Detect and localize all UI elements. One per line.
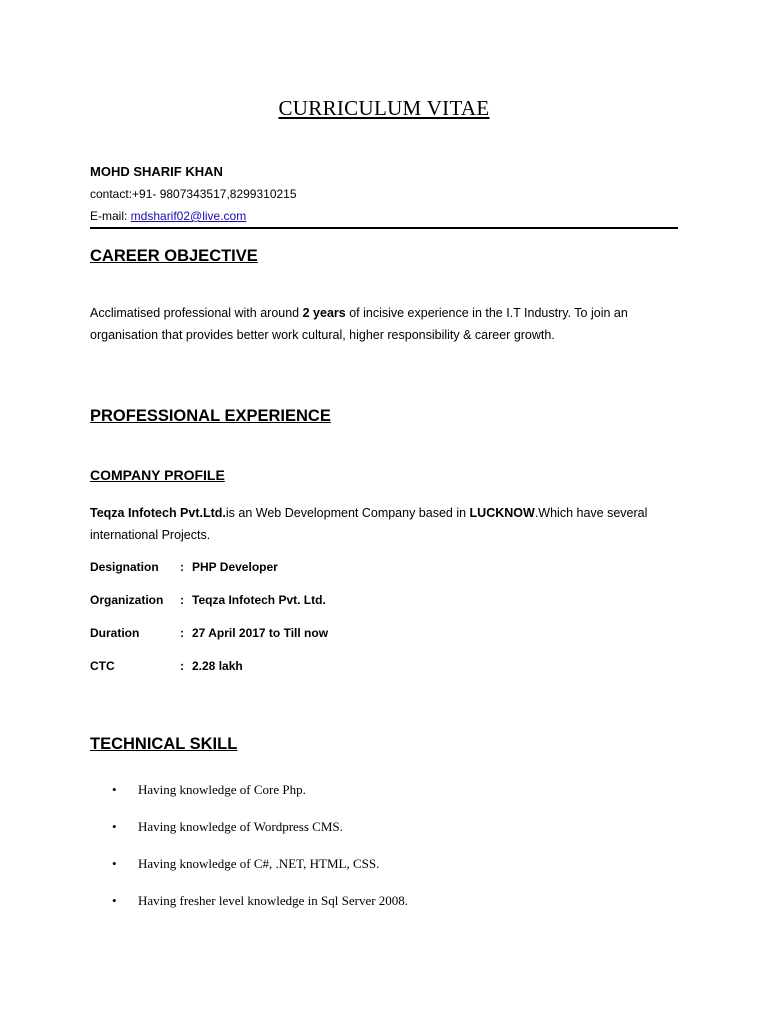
company-name: Teqza Infotech Pvt.Ltd. xyxy=(90,506,226,520)
detail-value: Teqza Infotech Pvt. Ltd. xyxy=(192,593,326,607)
detail-label: Duration xyxy=(90,626,140,640)
company-description xyxy=(90,502,690,546)
skill-text: Having knowledge of Wordpress CMS. xyxy=(138,819,343,834)
company-profile-heading: COMPANY PROFILE xyxy=(90,467,225,483)
bullet-icon: • xyxy=(112,819,117,834)
candidate-name: MOHD SHARIF KHAN xyxy=(90,164,223,179)
list-item xyxy=(112,891,408,928)
objective-text-part: of incisive experience in the I.T Industry. To join an organisation that provides better work cultural, higher responsibility & career growth. xyxy=(90,306,628,342)
list-item xyxy=(112,780,408,817)
company-text-part: is an Web Development Company based in xyxy=(225,506,470,520)
professional-experience-heading: PROFESSIONAL EXPERIENCE xyxy=(90,407,331,425)
detail-row-duration: Duration : 27 April 2017 to Till now xyxy=(90,626,329,640)
detail-row-ctc: CTC : 2.28 lakh xyxy=(90,659,243,673)
detail-value: 2.28 lakh xyxy=(192,659,243,673)
list-item xyxy=(112,854,408,891)
detail-label: Organization xyxy=(90,593,164,607)
header-divider xyxy=(90,227,678,229)
detail-label: CTC xyxy=(90,659,115,673)
career-objective-heading: CAREER OBJECTIVE xyxy=(90,247,258,265)
document-title: CURRICULUM VITAE xyxy=(278,96,490,120)
email-line xyxy=(90,209,246,223)
skill-text: Having knowledge of C#, .NET, HTML, CSS. xyxy=(138,856,380,871)
bullet-icon: • xyxy=(112,782,117,797)
email-label: E-mail: xyxy=(90,209,131,223)
detail-row-organization: Organization : Teqza Infotech Pvt. Ltd. xyxy=(90,593,326,607)
technical-skill-heading: TECHNICAL SKILL xyxy=(90,735,238,753)
detail-label: Designation xyxy=(90,560,159,574)
company-city: LUCKNOW xyxy=(469,506,535,520)
objective-text-part: Acclimatised professional with around xyxy=(90,306,303,320)
career-objective-text xyxy=(90,302,690,346)
skill-text: Having fresher level knowledge in Sql Server 2008. xyxy=(138,893,409,908)
detail-value: PHP Developer xyxy=(192,560,278,574)
detail-row-designation: Designation : PHP Developer xyxy=(90,560,278,574)
skills-list xyxy=(112,780,408,928)
list-item xyxy=(112,817,408,854)
email-link[interactable]: mdsharif02@live.com xyxy=(130,209,247,223)
objective-years: 2 years xyxy=(302,306,346,320)
skill-text: Having knowledge of Core Php. xyxy=(138,782,306,797)
contact-numbers: contact:+91- 9807343517,8299310215 xyxy=(90,187,297,201)
bullet-icon: • xyxy=(112,893,117,908)
company-text-part: .Which have several international Projects. xyxy=(90,506,648,542)
detail-value: 27 April 2017 to Till now xyxy=(192,626,329,640)
bullet-icon: • xyxy=(112,856,117,871)
